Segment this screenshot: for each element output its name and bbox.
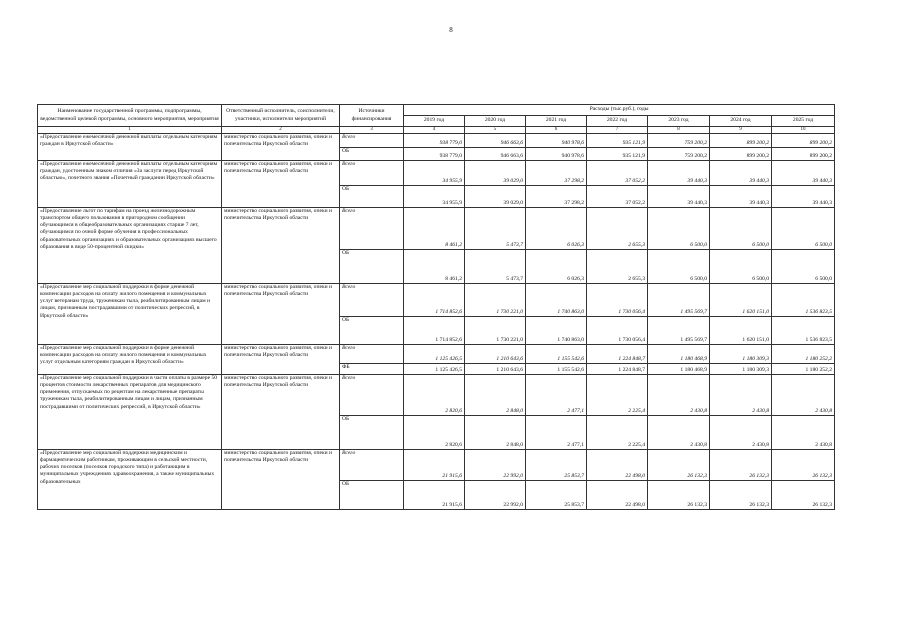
source-value: 6 500,0 bbox=[710, 250, 772, 284]
total-value: 5 473,7 bbox=[465, 208, 526, 250]
source-value: 759 200,2 bbox=[648, 148, 710, 161]
responsible-executor: министерство социального развития, опеки и попечительства Иркутской области bbox=[222, 134, 340, 161]
total-value: 940 978,6 bbox=[526, 134, 587, 148]
total-value: 2 225,4 bbox=[587, 375, 648, 416]
table-row bbox=[38, 450, 835, 481]
source-value: 2 655,3 bbox=[587, 250, 648, 284]
source-value: 1 620 151,0 bbox=[710, 317, 772, 345]
header-year: 2019 год bbox=[404, 116, 465, 127]
responsible-executor: министерство социального развития, опеки и попечительства Иркутской области bbox=[222, 208, 340, 284]
total-value: 6 500,0 bbox=[772, 208, 835, 250]
responsible-executor: министерство социального развития, опеки и попечительства Иркутской области bbox=[222, 375, 340, 450]
funding-source-total: Всего bbox=[340, 134, 404, 148]
source-value: 938 779,0 bbox=[404, 148, 465, 161]
source-value: 26 132,3 bbox=[648, 481, 710, 510]
funding-source: ФБ bbox=[340, 364, 404, 375]
column-number: 1 bbox=[38, 127, 222, 134]
total-value: 1 180 309,3 bbox=[710, 345, 772, 364]
header-responsible: Ответственный исполнитель, соисполнители, участники, исполнители мероприятий bbox=[222, 105, 340, 127]
total-value: 2 655,3 bbox=[587, 208, 648, 250]
header-expenses: Расходы (тыс.руб.), годы bbox=[404, 105, 835, 116]
source-value: 1 536 823,5 bbox=[772, 317, 835, 345]
funding-source: ОБ bbox=[340, 148, 404, 161]
source-value: 37 298,2 bbox=[526, 186, 587, 208]
funding-source: ОБ bbox=[340, 317, 404, 345]
table-row bbox=[38, 375, 835, 416]
source-value: 899 200,2 bbox=[772, 148, 835, 161]
total-value: 22 992,0 bbox=[465, 450, 526, 481]
page-number: 8 bbox=[449, 26, 453, 34]
total-value: 1 740 863,0 bbox=[526, 284, 587, 317]
source-value: 2 820,6 bbox=[404, 416, 465, 450]
total-value: 37 298,2 bbox=[526, 161, 587, 186]
source-value: 946 663,6 bbox=[465, 148, 526, 161]
table-body bbox=[38, 134, 835, 510]
source-value: 37 052,2 bbox=[587, 186, 648, 208]
source-value: 39 440,3 bbox=[648, 186, 710, 208]
responsible-executor: министерство социального развития, опеки и попечительства Иркутской области bbox=[222, 284, 340, 345]
source-value: 1 125 426,5 bbox=[404, 364, 465, 375]
source-value: 1 740 863,0 bbox=[526, 317, 587, 345]
funding-source-total: Всего bbox=[340, 208, 404, 250]
header-year: 2024 год bbox=[710, 116, 772, 127]
funding-source: ОБ bbox=[340, 416, 404, 450]
source-value: 940 978,6 bbox=[526, 148, 587, 161]
source-value: 22 498,0 bbox=[587, 481, 648, 510]
column-number: 5 bbox=[465, 127, 526, 134]
total-value: 1 730 221,0 bbox=[465, 284, 526, 317]
source-value: 34 955,9 bbox=[404, 186, 465, 208]
column-number: 10 bbox=[772, 127, 835, 134]
total-value: 26 132,3 bbox=[772, 450, 835, 481]
funding-source: ОБ bbox=[340, 250, 404, 284]
source-value: 1 730 056,4 bbox=[587, 317, 648, 345]
measure-name: «Предоставление ежемесячной денежной выплаты отдельным категориям граждан, удостоенным знаком отличия «За заслуги перед Иркутской областью», почетного звания «Почетный гражданин Иркутской области» bbox=[38, 161, 222, 208]
total-value: 899 200,2 bbox=[710, 134, 772, 148]
column-number: 6 bbox=[526, 127, 587, 134]
source-value: 22 992,0 bbox=[465, 481, 526, 510]
total-value: 759 200,2 bbox=[648, 134, 710, 148]
total-value: 1 714 852,6 bbox=[404, 284, 465, 317]
total-value: 39 440,3 bbox=[710, 161, 772, 186]
total-value: 26 132,3 bbox=[648, 450, 710, 481]
responsible-executor: министерство социального развития, опеки и попечительства Иркутской области bbox=[222, 450, 340, 510]
total-value: 938 779,0 bbox=[404, 134, 465, 148]
total-value: 2 848,0 bbox=[465, 375, 526, 416]
source-value: 2 430,8 bbox=[710, 416, 772, 450]
header-name: Наименование государственной программы, подпрограммы, ведомственной целевой программы, основного мероприятия, мероприятия bbox=[38, 105, 222, 127]
total-value: 8 461,2 bbox=[404, 208, 465, 250]
header-year: 2022 год bbox=[587, 116, 648, 127]
total-value: 22 498,0 bbox=[587, 450, 648, 481]
total-value: 935 121,9 bbox=[587, 134, 648, 148]
total-value: 6 500,0 bbox=[648, 208, 710, 250]
total-value: 34 955,9 bbox=[404, 161, 465, 186]
total-value: 25 853,7 bbox=[526, 450, 587, 481]
column-number: 3 bbox=[340, 127, 404, 134]
column-number: 4 bbox=[404, 127, 465, 134]
measure-name: «Предоставление мер социальной поддержки медицинским и фармацевтическим работникам, проживающим в сельской местности, рабочих поселков (поселков городского типа) и работающим в муниципальных учреждениях здравоохранения, а также муниципальных образовательных bbox=[38, 450, 222, 510]
responsible-executor: министерство социального развития, опеки и попечительства Иркутской области bbox=[222, 161, 340, 208]
source-value: 25 853,7 bbox=[526, 481, 587, 510]
source-value: 6 500,0 bbox=[772, 250, 835, 284]
column-number: 8 bbox=[648, 127, 710, 134]
total-value: 1 536 823,5 bbox=[772, 284, 835, 317]
total-value: 39 440,3 bbox=[648, 161, 710, 186]
measure-name: «Предоставление льгот по тарифам на проезд железнодорожным транспортом общего пользования в пригородном сообщении обучающимся в общеобразовательных организациях старше 7 лет, обучающимся по очной форме обучения в профессиональных образовательных организациях и образовательных организациях высшего образования в виде 50-процентной скидки» bbox=[38, 208, 222, 284]
column-number: 9 bbox=[710, 127, 772, 134]
funding-source-total: Всего bbox=[340, 284, 404, 317]
total-value: 6 026,3 bbox=[526, 208, 587, 250]
source-value: 39 029,0 bbox=[465, 186, 526, 208]
total-value: 2 820,6 bbox=[404, 375, 465, 416]
responsible-executor: министерство социального развития, опеки и попечительства Иркутской области bbox=[222, 345, 340, 375]
total-value: 37 052,2 bbox=[587, 161, 648, 186]
total-value: 1 180 468,9 bbox=[648, 345, 710, 364]
total-value: 6 500,0 bbox=[710, 208, 772, 250]
source-value: 899 200,2 bbox=[710, 148, 772, 161]
expenditure-table bbox=[37, 104, 835, 510]
header-year: 2020 год bbox=[465, 116, 526, 127]
column-number: 7 bbox=[587, 127, 648, 134]
column-number: 2 bbox=[222, 127, 340, 134]
source-value: 39 440,3 bbox=[772, 186, 835, 208]
measure-name: «Предоставление ежемесячной денежной выплаты отдельным категориям граждан в Иркутской области» bbox=[38, 134, 222, 161]
measure-name: «Предоставление мер социальной поддержки в части оплаты в размере 50 процентов стоимости лекарственных препаратов для медицинского применения, отпускаемых по рецептам на лекарственные препараты труженикам тыла, реабилитированным лицам и лицам, признанным пострадавшими от политических репрессий, в Иркутской области» bbox=[38, 375, 222, 450]
table-row bbox=[38, 345, 835, 364]
source-value: 1 180 309,3 bbox=[710, 364, 772, 375]
total-value: 2 430,8 bbox=[648, 375, 710, 416]
source-value: 6 500,0 bbox=[648, 250, 710, 284]
total-value: 1 224 848,7 bbox=[587, 345, 648, 364]
funding-source-total: Всего bbox=[340, 345, 404, 364]
source-value: 1 180 252,2 bbox=[772, 364, 835, 375]
source-value: 1 180 468,9 bbox=[648, 364, 710, 375]
total-value: 2 477,1 bbox=[526, 375, 587, 416]
total-value: 2 430,8 bbox=[772, 375, 835, 416]
source-value: 2 477,1 bbox=[526, 416, 587, 450]
source-value: 6 026,3 bbox=[526, 250, 587, 284]
source-value: 1 714 852,6 bbox=[404, 317, 465, 345]
total-value: 2 430,8 bbox=[710, 375, 772, 416]
funding-source-total: Всего bbox=[340, 375, 404, 416]
funding-source-total: Всего bbox=[340, 161, 404, 186]
measure-name: «Предоставление мер социальной поддержки в форме денежной компенсации расходов на оплату жилого помещения и коммунальных услуг отдельным категориям граждан в Иркутской области» bbox=[38, 345, 222, 375]
source-value: 2 430,8 bbox=[772, 416, 835, 450]
header-source: Источники финансирования bbox=[340, 105, 404, 127]
source-value: 26 132,3 bbox=[772, 481, 835, 510]
source-value: 5 473,7 bbox=[465, 250, 526, 284]
table-row bbox=[38, 134, 835, 148]
total-value: 899 200,2 bbox=[772, 134, 835, 148]
total-value: 1 495 569,7 bbox=[648, 284, 710, 317]
total-value: 39 029,0 bbox=[465, 161, 526, 186]
funding-source: ОБ bbox=[340, 186, 404, 208]
total-value: 946 663,6 bbox=[465, 134, 526, 148]
funding-source-total: Всего bbox=[340, 450, 404, 481]
total-value: 1 125 426,5 bbox=[404, 345, 465, 364]
header-year: 2025 год bbox=[772, 116, 835, 127]
source-value: 1 495 569,7 bbox=[648, 317, 710, 345]
source-value: 1 224 848,7 bbox=[587, 364, 648, 375]
total-value: 1 730 056,4 bbox=[587, 284, 648, 317]
total-value: 1 180 252,2 bbox=[772, 345, 835, 364]
source-value: 2 848,0 bbox=[465, 416, 526, 450]
source-value: 1 210 643,6 bbox=[465, 364, 526, 375]
source-value: 1 730 221,0 bbox=[465, 317, 526, 345]
total-value: 1 210 643,6 bbox=[465, 345, 526, 364]
table-row bbox=[38, 284, 835, 317]
source-value: 26 132,3 bbox=[710, 481, 772, 510]
total-value: 39 440,3 bbox=[772, 161, 835, 186]
total-value: 1 620 151,0 bbox=[710, 284, 772, 317]
header-year: 2021 год bbox=[526, 116, 587, 127]
measure-name: «Предоставление мер социальной поддержки в форме денежной компенсации расходов на оплату жилого помещения и коммунальных услуг ветеранам труда, труженикам тыла, реабилитированным лицам и лицам, признанным пострадавшими от политических репрессий, в Иркутской области» bbox=[38, 284, 222, 345]
header-year: 2023 год bbox=[648, 116, 710, 127]
total-value: 21 915,6 bbox=[404, 450, 465, 481]
total-value: 26 132,3 bbox=[710, 450, 772, 481]
source-value: 2 430,8 bbox=[648, 416, 710, 450]
funding-source: ОБ bbox=[340, 481, 404, 510]
source-value: 2 225,4 bbox=[587, 416, 648, 450]
total-value: 1 155 542,6 bbox=[526, 345, 587, 364]
table-row bbox=[38, 208, 835, 250]
source-value: 39 440,3 bbox=[710, 186, 772, 208]
source-value: 8 461,2 bbox=[404, 250, 465, 284]
table-row bbox=[38, 161, 835, 186]
table-header bbox=[38, 105, 835, 134]
source-value: 21 915,6 bbox=[404, 481, 465, 510]
source-value: 1 155 542,6 bbox=[526, 364, 587, 375]
source-value: 935 121,9 bbox=[587, 148, 648, 161]
